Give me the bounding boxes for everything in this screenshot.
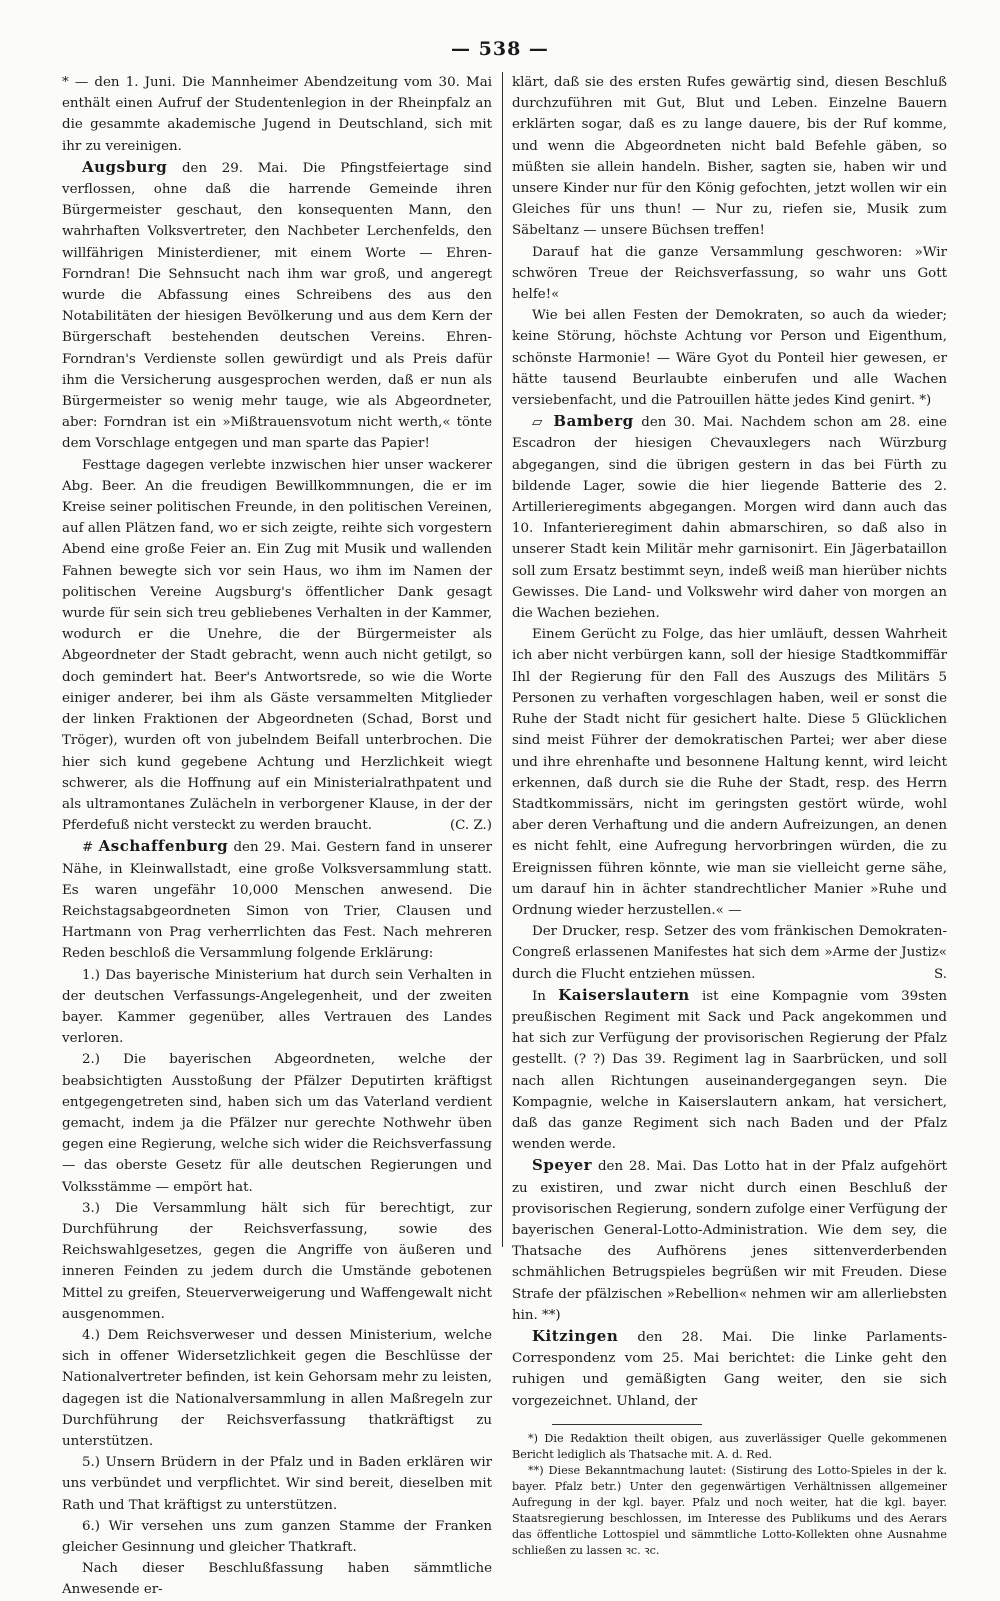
article-text: Festtage dagegen verlebte inzwischen hier unser wackerer Abg. Beer. An die freudigen Bewillkommnungen, die er im Kreise seiner politischen Freunde, in den politischen Vereinen, auf allen Plätzen fand, wo er sich zeigte, reihte sich vorgestern Abend eine große Feier an. Ein Zug mit Musik und wallenden Fahnen bewegte sich vor sein Haus, wo ihm im Namen der politischen Vereine Augsburg's öffentlicher Dank gesagt wurde für sein sich treu gebliebenes Verhalten in der Kammer, wodurch er die Unehre, die der Bürgermeister als Abgeordneter der Stadt gebracht, wenn auch nicht getilgt, so doch gemindert hat. Beer's Antwortsrede, so wie die Worte einiger anderer, bei ihm als Gäste versammelten Mitglieder der linken Fraktionen der Abgeordneten (Schad, Borst und Tröger), wurden oft von jubelndem Beifall unterbrochen. Die hier sich kund gegebene Achtung und Herzlichkeit wiegt schwerer, als die Hoffnung auf ein Ministerialrathpatent und als ultramontanes Zulächeln in verborgener Klause, in der der Pferdefuß nicht versteckt zu werden braucht. — [62, 457, 492, 834]
article-paragraph: * — den 1. Juni. Die Mannheimer Abendzeitung vom 30. Mai enthält einen Aufruf der Studentenlegion in der Rheinpfalz an die gesammte akademische Jugend in Deutschland, sich mit ihr zu vereinigen. — [62, 75, 492, 154]
left-column — [62, 72, 492, 1601]
article-text: den 28. Mai. Die linke Parlaments-Correspondenz vom 25. Mai berichtet: die Linke geht den ruhigen und gemäßigten Gang weiter, den sie sich vorgezeichnet. Uhland, der — [512, 1329, 948, 1409]
article-kitzingen — [512, 1326, 947, 1412]
footnote-divider — [552, 1424, 702, 1425]
article-augsburg — [62, 157, 492, 455]
article-paragraph: Nach dieser Beschlußfassung haben sämmtliche Anwesende er- — [62, 1561, 492, 1598]
place-heading: Aschaffenburg — [98, 837, 229, 856]
article-paragraph: Wie bei allen Festen der Demokraten, so auch da wieder; keine Störung, höchste Achtung vor Person und Eigenthum, schönste Harmonie! — Wäre Gyot du Ponteil hier gewesen, er hätte tausend Beurlaubte einberufen und alle Wachen versiebenfacht, und die Patrouillen hätte jedes Kind genirt. *) — [512, 308, 947, 409]
column-divider — [502, 72, 503, 1247]
article-text: den 29. Mai. Die Pfingstfeiertage sind verflossen, ohne daß die harrende Gemeinde ihren Bürgermeister geschaut, den konsequenten Mann, den wahrhaften Volksvertreter, den Nachbeter Lerchenfelds, den willfährigen Ministerdiener, mit einem Worte — Ehren-Forndran! Die Sehnsucht nach ihm war groß, und angeregt wurde die Abfassung eines Schreibens des aus den Notabilitäten der hiesigen Bevölkerung und aus dem Kern der Bürgerschaft bestehenden deutschen Vereins. Ehren-Forndran's Verdienste sollen gewürdigt und als Preis dafür ihm die Versicherung ausgesprochen werden, daß er nun als Bürgermeister so wenig mehr tauge, wie als Abgeordneter, aber: Forndran ist ein »Mißtrauensvotum nicht werth,« tönte dem Vorschlage entgegen und man sparte das Papier! — [62, 160, 493, 452]
article-bamberg — [512, 411, 947, 624]
article-paragraph — [62, 455, 492, 837]
resolution-item: 3.) Die Versammlung hält sich für berechtigt, zur Durchführung der Reichsverfassung, sowie des Reichswahlgesetzes, gegen die Angriffe von äußeren und inneren Feinden zu jedem durch die Umstände gebotenen Mittel zu greifen, Steuerverweigerung und Waffengewalt nicht ausgenommen. — [62, 1200, 492, 1322]
place-heading: Kaiserslautern — [558, 985, 690, 1004]
article-text: Der Drucker, resp. Setzer des vom fränkischen Demokraten-Congreß erlassenen Manifestes hat sich dem »Arme der Justiz« durch die Flucht entziehen müssen. — [512, 924, 947, 982]
resolution-item: 1.) Das bayerische Ministerium hat durch sein Verhalten in der deutschen Verfassungs-Angelegenheit, und der zweiten bayer. Kammer gegenüber, alles Vertrauen des Landes verloren. — [62, 967, 492, 1047]
place-heading: Speyer — [532, 1156, 593, 1175]
article-aschaffenburg — [62, 836, 492, 964]
resolution-item: 5.) Unsern Brüdern in der Pfalz und in Baden erklären wir uns verbündet und verpflichtet. Wir sind bereit, dieselben mit Rath und That kräftigst zu unterstützen. — [62, 1455, 492, 1513]
article-paragraph — [512, 921, 947, 985]
article-paragraph: Darauf hat die ganze Versammlung geschworen: »Wir schwören Treue der Reichsverfassung, so wahr uns Gott helfe!« — [512, 244, 947, 303]
resolution-item: 2.) Die bayerischen Abgeordneten, welche der beabsichtigten Ausstoßung der Pfälzer Deputirten kräftigst entgegengetreten sind, haben sich um das Vaterland verdient gemacht, indem ja die Pfälzer nur gerechte Nothwehr üben gegen eine Regierung, welche sich wider die Reichsverfassung — das oberste Gesetz für alle deutschen Regierungen und Volksstämme — empört hat. — [62, 1052, 492, 1195]
article-kaiserslautern — [512, 985, 947, 1156]
place-heading: Kitzingen — [532, 1326, 619, 1345]
resolution-item: 4.) Dem Reichsverweser und dessen Ministerium, welche sich in offener Widersetzlichkeit gegen die Beschlüsse der Nationalvertreter befinden, ist kein Gehorsam mehr zu leisten, dagegen ist die Nationalversammlung in allen Maßregeln zur Durchführung der Reichsverfassung thatkräftigst zu unterstützen. — [62, 1327, 492, 1449]
article-text: den 28. Mai. Das Lotto hat in der Pfalz aufgehört zu existiren, und zwar nicht durch einen Beschluß der provisorischen Regierung, sondern zufolge einer Verfügung der bayerischen General-Lotto-Administration. Wie dem sey, die Thatsache des Aufhörens jenes sittenverderbenden schmählichen Betrugspieles begrüßen wir mit Freuden. Diese Strafe der pfälzischen »Rebellion« nehmen wir am allerliebsten hin. **) — [512, 1159, 947, 1323]
article-text: den 29. Mai. Gestern fand in unserer Nähe, in Kleinwallstadt, eine große Volksversammlung statt. Es waren ungefähr 10,000 Menschen anwesend. Die Reichstagsabgeordneten Simon von Trier, Clausen und Hartmann von Prag verherrlichten das Fest. Nach mehreren Reden beschloß die Versammlung folgende Erklärung: — [62, 840, 492, 962]
article-text: den 30. Mai. Nachdem schon am 28. eine Escadron der hiesigen Chevauxlegers nach Würzburg abgegangen, sind die übrigen gestern in das bei Fürth zu bildende Lager, sowie die hier liegende Batterie des 2. Artillerieregiments abgegangen. Morgen wird dann auch das 10. Infanterieregiment dahin abmarschiren, so daß also in unserer Stadt kein Militär mehr garnisonirt. Ein Jägerbataillon soll zum Ersatz bestimmt seyn, indeß weiß man hierüber nichts Gewisses. Die Land- und Volkswehr wird daher von morgen an die Wachen beziehen. — [512, 415, 947, 622]
footnote: **) Diese Bekanntmachung lautet: (Sistirung des Lotto-Spieles in der k. bayer. Pfalz betr.) Unter den gegenwärtigen Verhältnissen allgemeiner Aufregung in der kgl. bayer. Pfalz und noch weiter, hat die kgl. bayer. Staatsregierung beschlossen, im Interesse des Publikums und des Aerars das öffentliche Lottospiel und sämmtliche Lotto-Kollekten ohne Ausnahme schließen zu lassen ꝛc. ꝛc. — [512, 1463, 947, 1557]
footnote: *) Die Redaktion theilt obigen, aus zuverlässiger Quelle gekommenen Bericht lediglich als Thatsache mit. A. d. Red. — [512, 1431, 947, 1461]
place-heading: Bamberg — [553, 412, 634, 431]
article-speyer — [512, 1155, 947, 1326]
place-heading: Augsburg — [82, 157, 168, 176]
article-paragraph: Einem Gerücht zu Folge, das hier umläuft, dessen Wahrheit ich aber nicht verbürgen kann, soll der hiesige Stadtkommiffär Ihl der Regierung für den Fall des Auszugs des Militärs 5 Personen zu verhaften vorgeschlagen haben, weil er sonst die Ruhe der Stadt nicht für gesichert halte. Diese 5 Glücklichen sind meist Führer der demokratischen Partei; wer aber diese und ihre ehrenhafte und besonnene Haltung kennt, wird leicht erkennen, daß durch sie die Ruhe der Stadt, resp. des Herrn Stadtkommissärs, nicht im geringsten gestört würde, wohl aber deren Verhaftung und die andern Aufreizungen, an denen es nicht fehlt, eine Aufregung hervorbringen würden, die zu Ereignissen führen könnte, wie man sie vielleicht gerne sähe, um darauf hin in ächter standrechtlicher Manier »Ruhe und Ordnung wieder herzustellen.« — — [512, 627, 947, 918]
right-column — [512, 72, 947, 1559]
article-text: ist eine Kompagnie vom 39sten preußischen Regiment mit Sack und Pack angekommen und hat sich zur Verfügung der provisorischen Regierung der Pfalz gestellt. (? ?) Das 39. Regiment lag in Saarbrücken, und soll nach allen Richtungen auseinandergegangen seyn. Die Kompagnie, welche in Kaiserslautern ankam, hat versichert, daß das ganze Regiment sich nach Baden und der Pfalz wenden werde. — [512, 988, 947, 1153]
page-number: — 538 — — [451, 38, 549, 60]
correspondent-mark: ▱ — [532, 415, 546, 431]
source-signature: (C. Z.) — [449, 818, 492, 834]
source-signature: S. — [934, 966, 947, 982]
article-text: In — [532, 988, 546, 1004]
article-paragraph: klärt, daß sie des ersten Rufes gewärtig sind, diesen Beschluß durchzuführen mit Gut, Blut und Leben. Einzelne Bauern erklärten sogar, daß es zu lange dauere, bis der Ruf komme, und wenn die Abgeordneten nicht bald Befehle gäben, so müßten sie allein handeln. Bisher, sagten sie, haben wir und unsere Kinder nur für den König gefochten, jetzt wollen wir ein Gleiches für uns thun! — Nur zu, riefen sie, Musik zum Säbeltanz — unsere Büchsen treffen! — [512, 75, 947, 239]
resolution-item: 6.) Wir versehen uns zum ganzen Stamme der Franken gleicher Gesinnung und gleicher Thatkraft. — [62, 1518, 492, 1556]
correspondent-mark: # — [82, 840, 94, 856]
